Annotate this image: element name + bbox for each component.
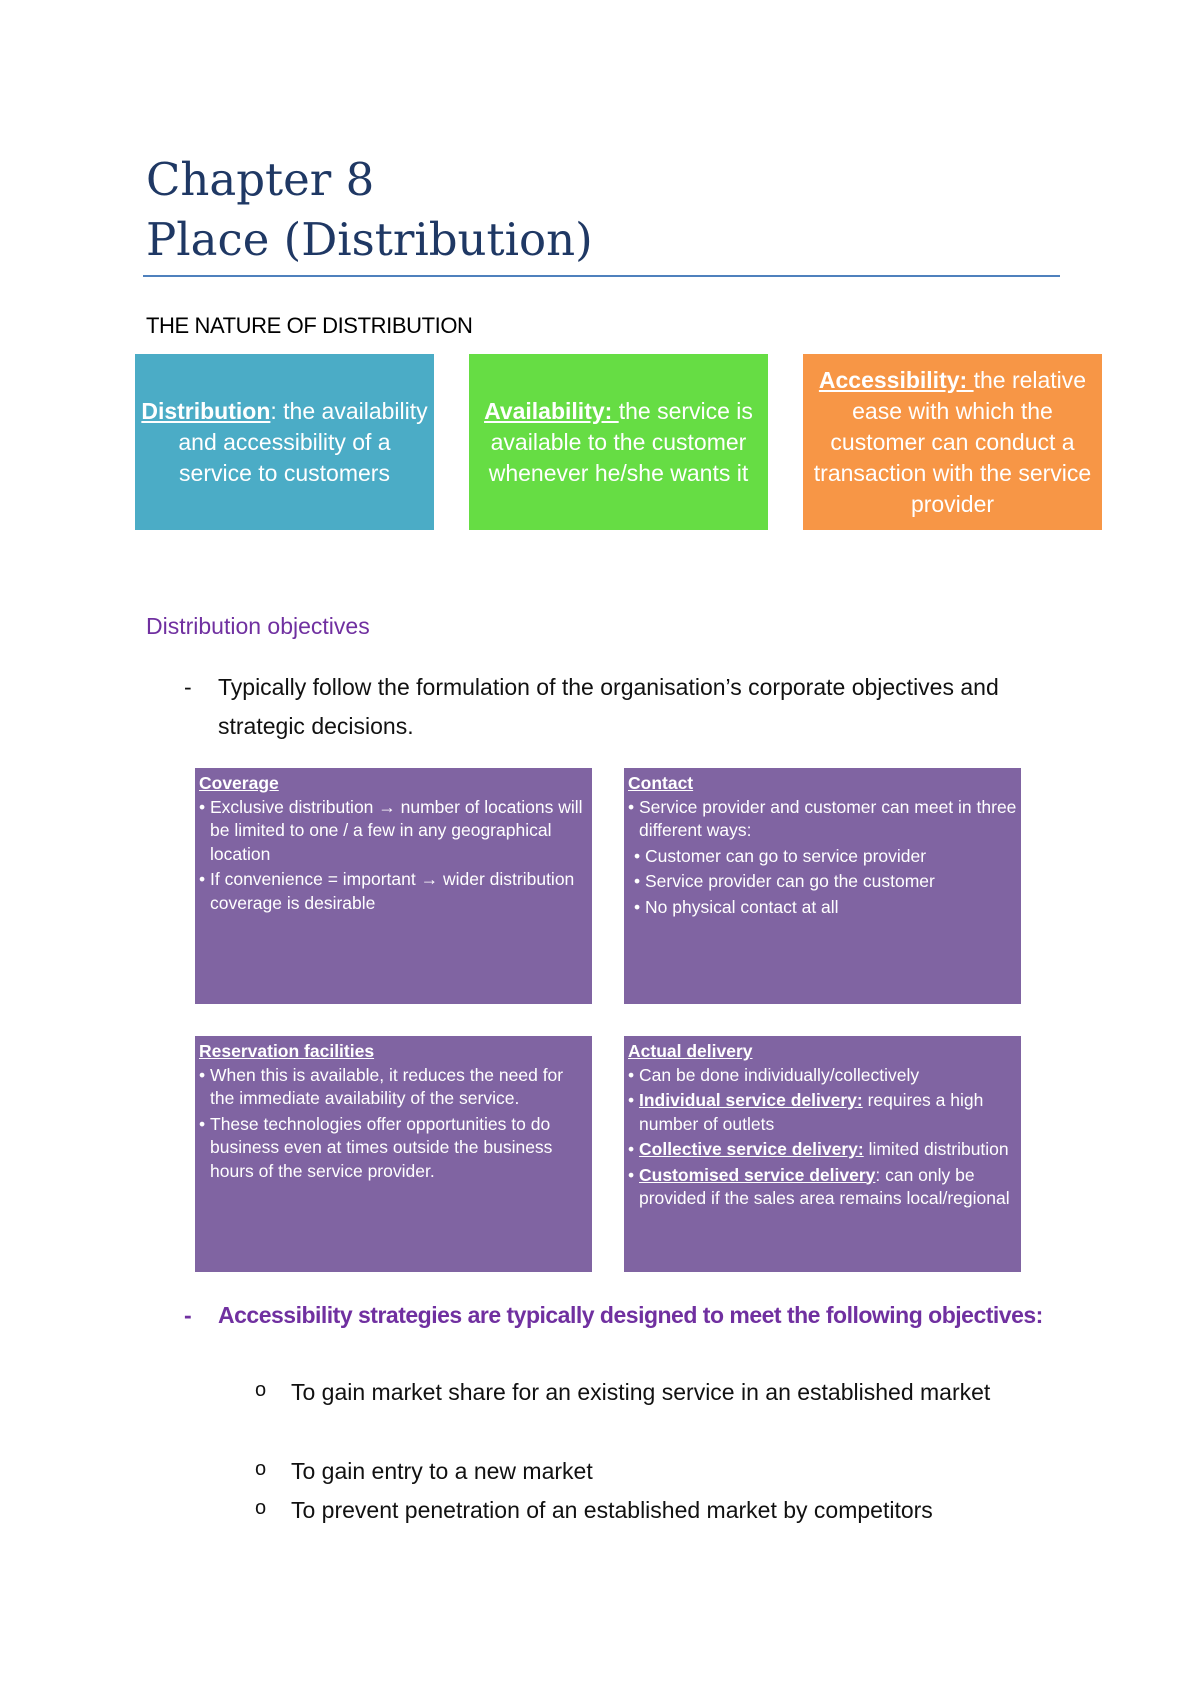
definition-text: the service is available to the customer whenever he/she wants it: [488, 397, 753, 486]
definition-box-distribution: [135, 354, 434, 530]
circle-bullet-icon: o: [255, 1379, 267, 1401]
definition-text: : the availability and accessibility of a service to customers: [178, 397, 428, 486]
objectives-heading: Distribution objectives: [146, 613, 370, 639]
objective-text: To prevent penetration of an established market by competitors: [291, 1497, 933, 1523]
definition-label: Distribution: [141, 397, 271, 424]
list-item: [628, 1089, 1017, 1136]
dash-bullet: -: [184, 674, 192, 700]
list-item: • These technologies offer opportunities to do business even at times outside the business hours of the service provider.: [199, 1113, 588, 1184]
delivery-type-label: Individual service delivery:: [639, 1090, 863, 1110]
list-item: • Exclusive distribution → number of locations will be limited to one / a few in any geographical location: [199, 796, 588, 867]
definition-text: the relative ease with which the customer can conduct a transaction with the service provider: [813, 366, 1092, 517]
delivery-type-text: : can only be provided if the sales area remains local/regional: [639, 1164, 1010, 1208]
delivery-box: [624, 1036, 1021, 1272]
coverage-list: [199, 796, 588, 916]
title-line-1: Chapter 8: [146, 153, 375, 206]
dash-bullet: -: [184, 1302, 192, 1328]
reservation-box: [195, 1036, 592, 1272]
contact-list: [628, 796, 1017, 920]
coverage-heading: Coverage: [199, 773, 279, 793]
reservation-list: [199, 1064, 588, 1184]
objective-text: To gain entry to a new market: [291, 1458, 593, 1484]
section-heading: THE NATURE OF DISTRIBUTION: [146, 313, 473, 338]
definition-box-accessibility: [803, 354, 1102, 530]
delivery-type-label: Customised service delivery: [639, 1164, 876, 1185]
objective-text: To gain market share for an existing service in an established market: [291, 1379, 991, 1405]
contact-box: [624, 768, 1021, 1004]
list-item: [628, 1138, 1017, 1162]
objectives-intro-text: Typically follow the formulation of the organisation’s corporate objectives and strategic decisions.: [218, 674, 999, 739]
list-item: • When this is available, it reduces the need for the immediate availability of the service.: [199, 1064, 588, 1111]
definition-box-availability: [469, 354, 768, 530]
circle-bullet-icon: o: [255, 1458, 267, 1480]
reservation-heading: Reservation facilities: [199, 1041, 375, 1061]
contact-heading: Contact: [628, 773, 694, 793]
delivery-type-label: Collective service delivery:: [639, 1139, 864, 1159]
page-title: [146, 150, 593, 270]
list-item: • If convenience = important → wider distribution coverage is desirable: [199, 868, 588, 915]
coverage-box: [195, 768, 592, 1004]
list-item: • Can be done individually/collectively: [628, 1064, 1017, 1088]
list-subitem: • Customer can go to service provider: [634, 845, 1017, 869]
title-line-2: Place (Distribution): [146, 213, 593, 266]
list-subitem: • Service provider can go the customer: [634, 870, 1017, 894]
list-item: [628, 1164, 1017, 1211]
delivery-list: [628, 1064, 1017, 1211]
delivery-heading: Actual delivery: [628, 1041, 753, 1061]
accessibility-heading: Accessibility strategies are typically designed to meet the following objectives:: [218, 1302, 1043, 1328]
delivery-type-text: requires a high number of outlets: [639, 1090, 984, 1134]
title-divider: [143, 275, 1060, 277]
list-subitem: • No physical contact at all: [634, 896, 1017, 920]
definition-label: Accessibility:: [818, 366, 974, 393]
definition-label: Availability:: [484, 397, 619, 424]
delivery-type-text: limited distribution: [863, 1139, 1009, 1159]
list-item: • Service provider and customer can meet in three different ways:: [628, 796, 1017, 843]
circle-bullet-icon: o: [255, 1497, 267, 1519]
